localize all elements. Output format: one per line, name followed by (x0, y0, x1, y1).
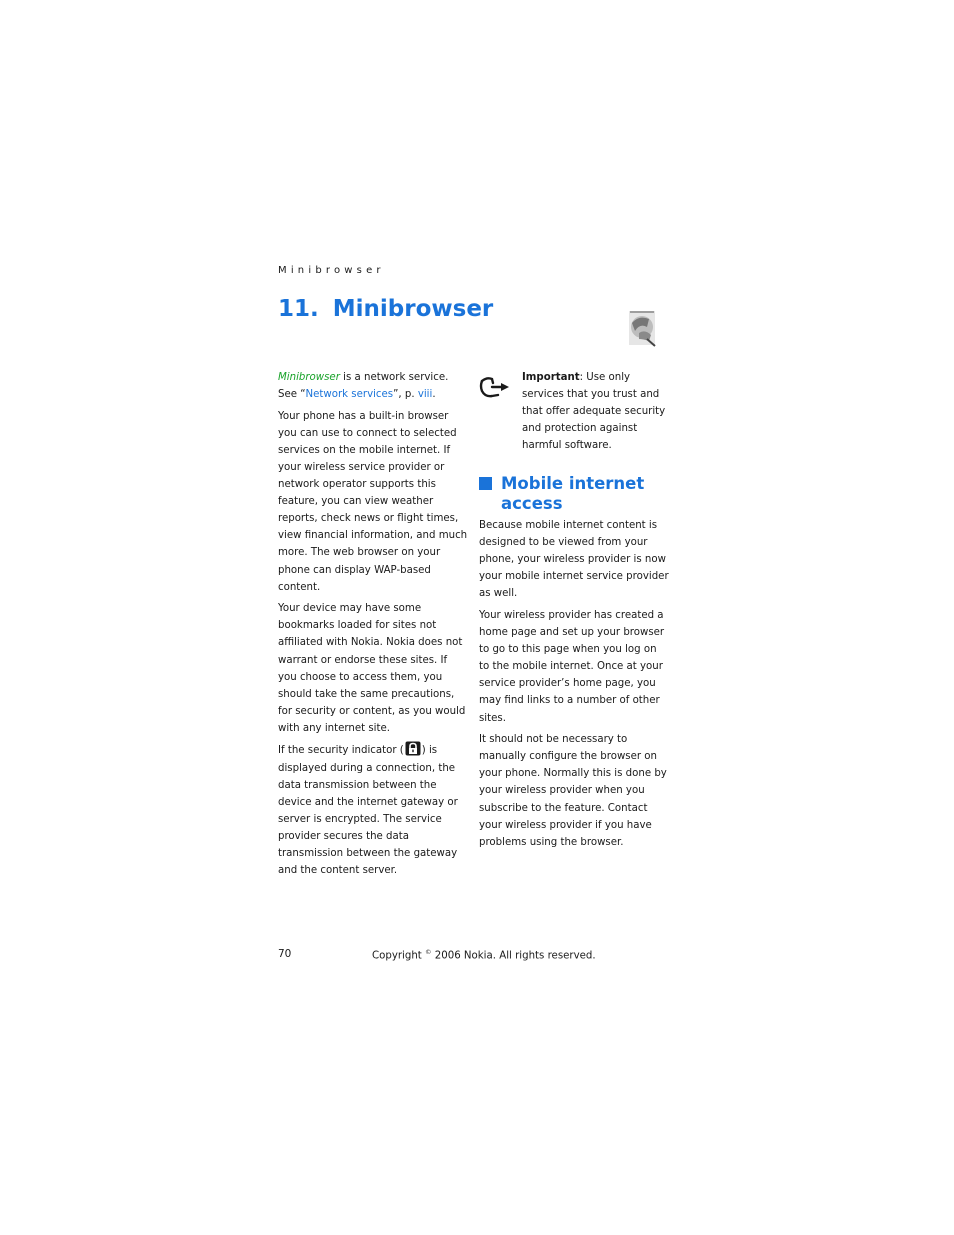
security-paragraph: If the security indicator ( ) is displayed during a connection, the data transmission between the device and the internet gateway or server is encrypted. The service provider secures the data transmission between the gateway and the content server. (278, 741, 468, 879)
important-note (522, 369, 670, 454)
bookmarks-paragraph: Your device may have some bookmarks loaded for sites not affiliated with Nokia. Nokia does not warrant or endorse these sites. If you choose to access them, you should take the same precautions, for security or content, as you would with any internet site. (278, 603, 466, 734)
right-column (479, 517, 669, 855)
section-title: Mobile internet access (501, 474, 645, 513)
important-label: Important (522, 372, 580, 383)
intro-paragraph: Minibrowser is a network service. See “Network services”, p. viii. (278, 372, 449, 401)
minibrowser-term: Minibrowser (278, 372, 340, 383)
important-text: : Use only services that you trust and that offer adequate security and protection against harmful software. (522, 372, 666, 452)
section-heading (479, 474, 669, 513)
page-number: 70 (278, 948, 292, 960)
section-paragraph-3: It should not be necessary to manually configure the browser on your phone. Normally this is done by your wireless provider when you subscribe to the feature. Contact your wireless provider if you have problems using the browser. (479, 734, 667, 848)
network-services-link[interactable]: Network services (305, 389, 394, 401)
left-column (278, 369, 468, 884)
page-viii-link[interactable]: viii (417, 389, 433, 401)
important-hand-icon (479, 374, 511, 400)
chapter-title-text: Minibrowser (332, 296, 494, 322)
section-marker-icon (479, 477, 492, 490)
browser-paragraph: Your phone has a built-in browser you can use to connect to selected services on the mobile internet. If your wireless service provider or network operator supports this feature, you can view weather reports, check news or flight times, view financial information, and much more. The web browser on your phone can display WAP-based content. (278, 410, 468, 593)
running-head: Minibrowser (278, 265, 385, 276)
chapter-title (278, 296, 493, 322)
section-paragraph-1: Because mobile internet content is designed to be viewed from your phone, your wireless provider is now your mobile internet service provider as well. (479, 520, 669, 600)
padlock-icon (405, 741, 421, 756)
section-paragraph-2: Your wireless provider has created a home page and set up your browser to go to this page when you log on to the mobile internet. Once at your service provider’s home page, you may find links to a number of other sites. (479, 609, 665, 724)
copyright: Copyright © 2006 Nokia. All rights reserved. (372, 948, 596, 962)
copyright-symbol: © (425, 948, 432, 956)
browser-globe-icon (627, 309, 657, 347)
chapter-number: 11. (278, 296, 319, 322)
